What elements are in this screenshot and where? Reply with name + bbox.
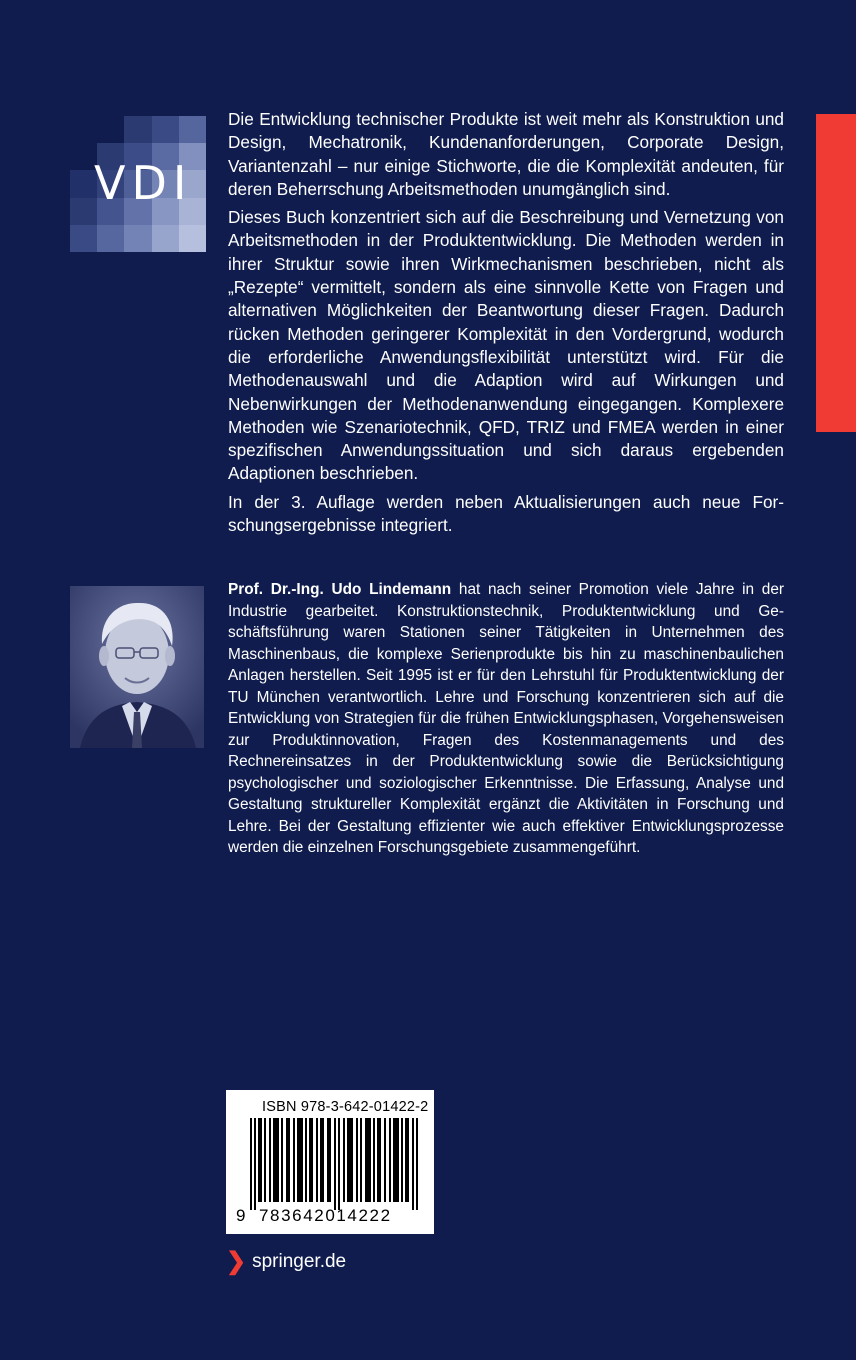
description-paragraph-1: Die Entwicklung technischer Produkte ist weit mehr als Konstruktion und Design, Mechatronik, Kundenanforderungen, Corporate Design, Variantenzahl – nur einige Stichworte, die die Komplexität andeuten, für deren Beherrschung Arbeitsmethoden unumgänglich sind.: [228, 109, 784, 199]
book-description: [228, 108, 784, 542]
isbn-digits: 783642014222: [259, 1206, 392, 1225]
author-bio-text: hat nach seiner Promotion viele Jahre in der Industrie gearbeitet. Konstruktionstechnik, Produktentwicklung und Geschäftsführung waren Stationen seiner Tätigkeiten in Unternehmen des Maschinenbaus, die komplexe Serienprodukte bis hin zu maschinenbaulichen Anlagen herstellen. Seit 1995 ist er für den Lehrstuhl für Produktentwicklung der TU München verantwortlich. Lehre und Forschung konzentrieren sich auf die Entwicklung von Strategien für die frühen Entwicklungsphasen, Vorgehensweisen zur Produktinnovation, Fragen des Kostenmanagements und des Rechnereinsatzes in der Produktentwicklung sowie die Berücksichtigung psychologischer und soziologischer Erkenntnisse. Die Erfassung, Analyse und Gestaltung struktureller Komplexität ergänzt die Aktivitäten in Forschung und Lehre. Bei der Gestaltung effizienter wie auch effektiver Entwicklungsprozesse werden die einzelnen Forschungsgebiete zusammengeführt.: [228, 581, 785, 856]
isbn-label: ISBN 978-3-642-01422-2: [262, 1099, 429, 1115]
author-photo: [70, 586, 204, 748]
description-paragraph-3: In der 3. Auflage werden neben Aktualisierungen auch neue Forschungsergebnisse integriert.: [228, 491, 784, 536]
barcode-bars: [250, 1118, 422, 1210]
publisher-url: springer.de: [252, 1251, 347, 1272]
author-name: Prof. Dr.-Ing. Udo Lindemann: [228, 581, 452, 598]
vdi-logo-text: VDI: [94, 156, 193, 210]
isbn-first-digit: 9: [236, 1206, 246, 1225]
isbn-barcode: [226, 1090, 434, 1234]
author-bio: [228, 579, 784, 859]
chevron-right-icon: ❯: [226, 1248, 247, 1275]
vdi-logo: [70, 116, 206, 252]
publisher-link[interactable]: [226, 1250, 346, 1274]
red-edge-tab: [816, 114, 856, 432]
description-paragraph-2: Dieses Buch konzentriert sich auf die Beschreibung und Vernetzung von Arbeitsmethoden in der Produktentwicklung. Die Methoden werden in ihrer Struktur sowie ihren Wirkmechanismen beschrieben, nicht als „Rezepte“ vermittelt, sondern als eine sinnvolle Kette von Fragen und alternativen Möglichkeiten der Beantwortung dieser Fragen. Dadurch rücken Methoden geringerer Komplexität in den Vordergrund, wodurch die erforderliche Anwendungsflexibilität unterstützt wird. Für die Methodenauswahl und die Adaption wird auf Wirkungen und Nebenwirkungen der Methodenanwendung eingegangen. Komplexere Methoden wie Szenariotechnik, QFD, TRIZ und FMEA werden in einer spezifischen Anwendungssituation und sich daraus ergebenden Adaptionen beschrieben.: [228, 207, 784, 484]
